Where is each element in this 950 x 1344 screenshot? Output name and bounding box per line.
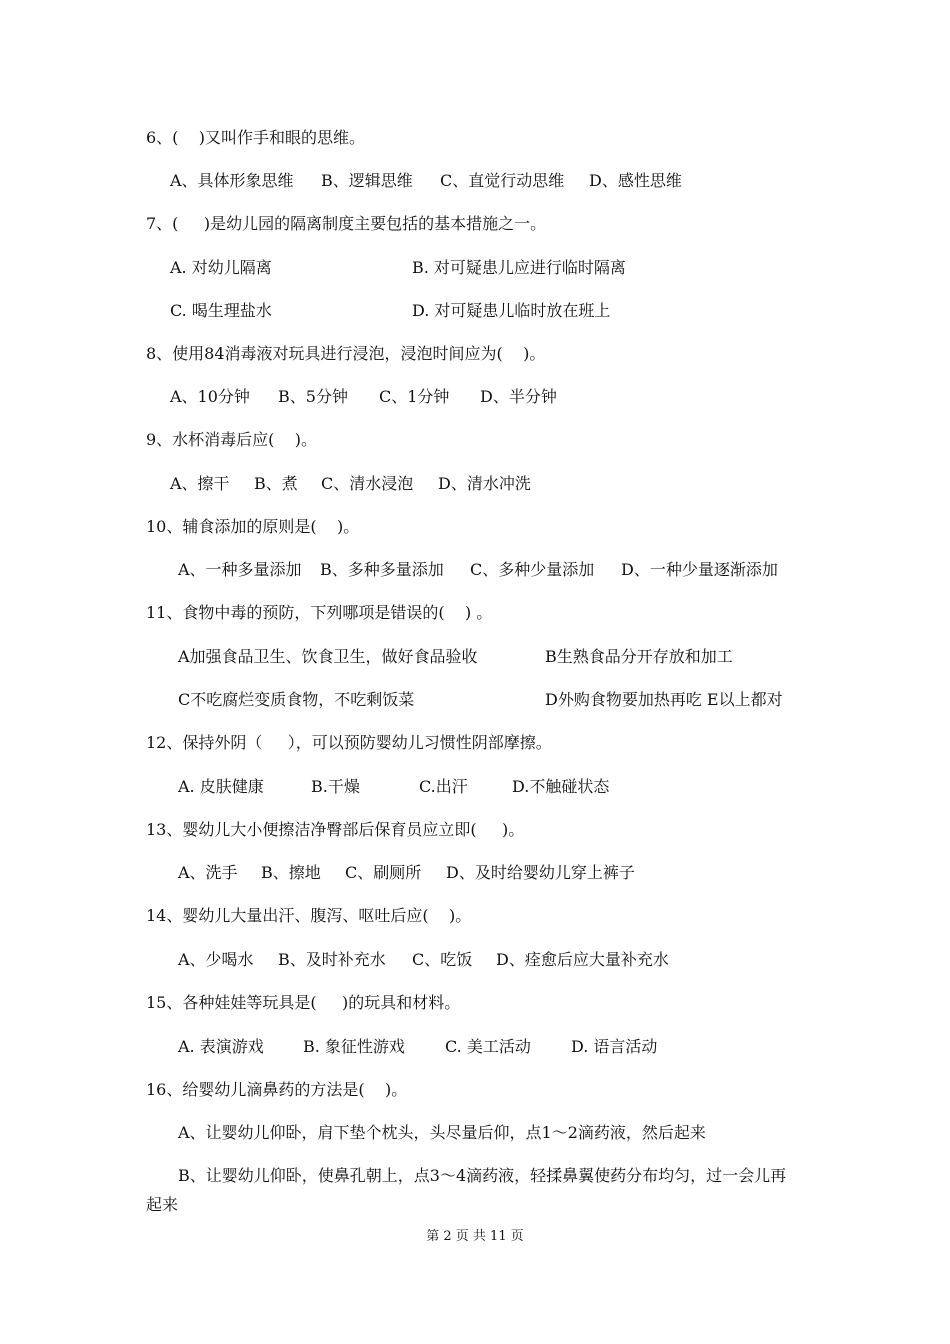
page-number: 第 2 页 共 11 页 bbox=[426, 1229, 524, 1244]
question-7-stem: 7、( )是幼儿园的隔离制度主要包括的基本措施之一。 bbox=[146, 214, 547, 233]
question-10-option-b: B、多种多量添加 bbox=[320, 560, 444, 579]
question-11-option-c: C不吃腐烂变质食物，不吃剩饭菜 bbox=[178, 690, 415, 709]
question-6-option-a: A、具体形象思维 bbox=[170, 171, 294, 190]
question-8-option-b: B、5分钟 bbox=[278, 387, 348, 406]
question-16-stem: 16、给婴幼儿滴鼻药的方法是( )。 bbox=[146, 1080, 408, 1099]
question-12-stem: 12、保持外阴（ ），可以预防婴幼儿习惯性阴部摩擦。 bbox=[146, 733, 552, 752]
question-13-option-a: A、洗手 bbox=[178, 863, 238, 882]
question-12-option-a: A. 皮肤健康 bbox=[178, 777, 264, 796]
question-11-option-a: A加强食品卫生、饮食卫生，做好食品验收 bbox=[178, 647, 478, 666]
question-15-option-a: A. 表演游戏 bbox=[178, 1037, 264, 1056]
question-15-option-b: B. 象征性游戏 bbox=[303, 1037, 405, 1056]
question-6-option-d: D、感性思维 bbox=[589, 171, 682, 190]
question-9-option-b: B、煮 bbox=[254, 474, 298, 493]
question-13-option-c: C、刷厕所 bbox=[345, 863, 422, 882]
question-7-option-c: C. 喝生理盐水 bbox=[170, 301, 272, 320]
question-14-option-d: D、痊愈后应大量补充水 bbox=[496, 950, 669, 969]
question-14-stem: 14、婴幼儿大量出汗、腹泻、呕吐后应( )。 bbox=[146, 906, 472, 925]
question-10-option-c: C、多种少量添加 bbox=[470, 560, 595, 579]
question-11-option-d: D外购食物要加热再吃 E以上都对 bbox=[545, 690, 783, 709]
question-9-option-a: A、擦干 bbox=[170, 474, 230, 493]
question-14-option-a: A、少喝水 bbox=[178, 950, 254, 969]
question-15-stem: 15、各种娃娃等玩具是( )的玩具和材料。 bbox=[146, 993, 461, 1012]
question-12-option-c: C.出汗 bbox=[419, 777, 468, 796]
question-6-option-b: B、逻辑思维 bbox=[321, 171, 413, 190]
question-10-option-a: A、一种多量添加 bbox=[178, 560, 302, 579]
question-12-option-b: B.干燥 bbox=[311, 777, 360, 796]
question-12-option-d: D.不触碰状态 bbox=[512, 777, 610, 796]
question-16-option-b-line-1: B、让婴幼儿仰卧，使鼻孔朝上，点3～4滴药液，轻揉鼻翼使药分布均匀，过一会儿再 bbox=[178, 1166, 787, 1185]
question-14-option-b: B、及时补充水 bbox=[278, 950, 386, 969]
question-7-option-a: A. 对幼儿隔离 bbox=[170, 258, 272, 277]
question-14-option-c: C、吃饭 bbox=[412, 950, 473, 969]
question-16-option-b-line-2: 起来 bbox=[146, 1195, 179, 1214]
question-10-option-d: D、一种少量逐渐添加 bbox=[621, 560, 778, 579]
question-7-option-b: B. 对可疑患儿应进行临时隔离 bbox=[412, 258, 626, 277]
question-13-option-b: B、擦地 bbox=[261, 863, 321, 882]
question-8-stem: 8、使用84消毒液对玩具进行浸泡，浸泡时间应为( )。 bbox=[146, 344, 546, 363]
question-11-option-b: B生熟食品分开存放和加工 bbox=[545, 647, 733, 666]
question-13-option-d: D、及时给婴幼儿穿上裤子 bbox=[446, 863, 635, 882]
question-8-option-a: A、10分钟 bbox=[170, 387, 250, 406]
question-9-option-c: C、清水浸泡 bbox=[321, 474, 414, 493]
question-8-option-c: C、1分钟 bbox=[379, 387, 450, 406]
question-8-option-d: D、半分钟 bbox=[480, 387, 557, 406]
question-6-option-c: C、直觉行动思维 bbox=[440, 171, 565, 190]
question-9-option-d: D、清水冲洗 bbox=[438, 474, 531, 493]
question-9-stem: 9、水杯消毒后应( )。 bbox=[146, 430, 318, 449]
question-15-option-c: C. 美工活动 bbox=[445, 1037, 531, 1056]
question-13-stem: 13、婴幼儿大小便擦洁净臀部后保育员应立即( )。 bbox=[146, 820, 525, 839]
question-7-option-d: D. 对可疑患儿临时放在班上 bbox=[412, 301, 611, 320]
question-10-stem: 10、辅食添加的原则是( )。 bbox=[146, 517, 360, 536]
question-11-stem: 11、食物中毒的预防，下列哪项是错误的( ) 。 bbox=[146, 603, 493, 622]
question-16-option-a: A、让婴幼儿仰卧，肩下垫个枕头，头尽量后仰，点1～2滴药液，然后起来 bbox=[178, 1123, 706, 1142]
question-6-stem: 6、( )又叫作手和眼的思维。 bbox=[146, 128, 366, 147]
question-15-option-d: D. 语言活动 bbox=[571, 1037, 658, 1056]
